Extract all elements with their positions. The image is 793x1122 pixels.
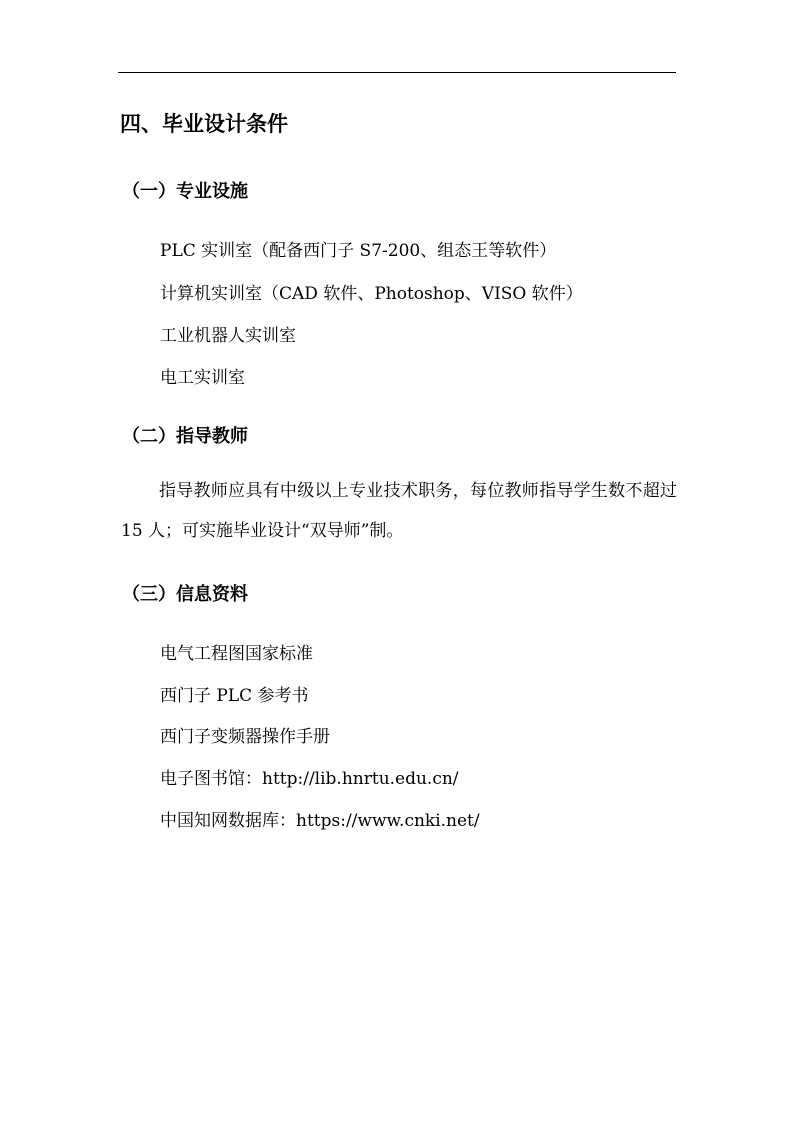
facility-item-electrician-lab: 电工实训室 [160, 368, 245, 388]
resource-item-plc-book: 西门子 PLC 参考书 [160, 686, 309, 706]
facility-item-robot-lab: 工业机器人实训室 [160, 326, 296, 346]
facilities-heading: （一）专业设施 [122, 181, 248, 202]
resource-item-e-library: 电子图书馆：http://lib.hnrtu.edu.cn/ [160, 769, 459, 789]
resources-heading: （三）信息资料 [122, 584, 248, 605]
facility-item-computer-lab: 计算机实训室（CAD 软件、Photoshop、VISO 软件） [160, 284, 583, 304]
facility-item-plc-lab: PLC 实训室（配备西门子 S7-200、组态王等软件） [160, 241, 557, 261]
advisors-heading: （二）指导教师 [122, 426, 248, 447]
resource-item-standards: 电气工程图国家标准 [160, 644, 313, 664]
advisors-paragraph: 指导教师应具有中级以上专业技术职务，每位教师指导学生数不超过 15 人；可实施毕业设计“双导师”制。 [121, 481, 677, 541]
header-rule [118, 72, 676, 73]
resource-item-cnki: 中国知网数据库：https://www.cnki.net/ [160, 811, 480, 831]
section-title: 四、毕业设计条件 [120, 112, 288, 136]
resource-item-inverter-manual: 西门子变频器操作手册 [160, 727, 330, 747]
